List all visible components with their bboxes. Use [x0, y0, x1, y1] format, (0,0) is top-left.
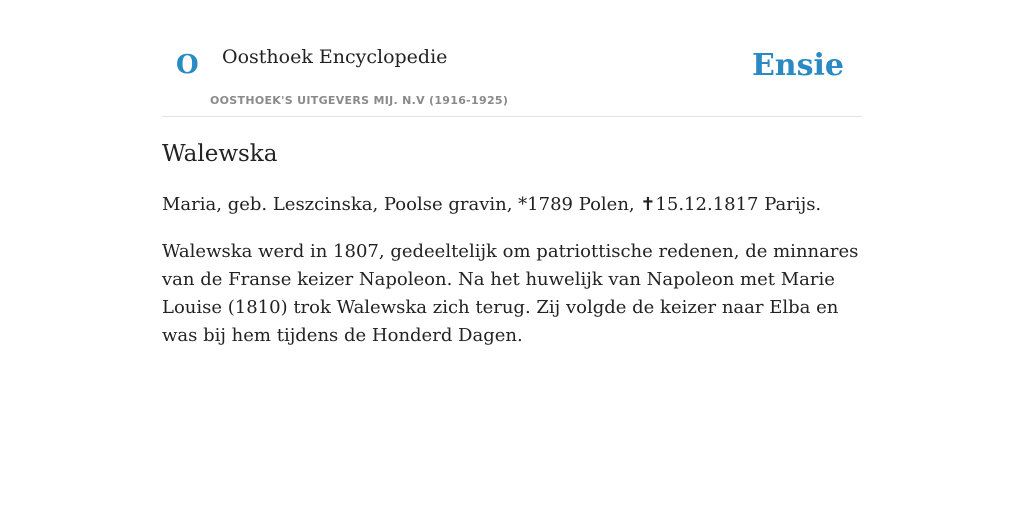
source-header: [162, 0, 862, 117]
article: [162, 138, 862, 350]
article-paragraph: Maria, geb. Leszcinska, Poolse gravin, *1789 Polen, ✝15.12.1817 Parijs.: [162, 194, 822, 215]
article-paragraph: Walewska werd in 1807, gedeeltelijk om patriottische redenen, de minnares van de Franse keizer Napoleon. Na het huwelijk van Napoleon met Marie Louise (1810) trok Walewska zich terug. Zij volgde de keizer naar Elba en was bij hem tijdens de Honderd Dagen.: [162, 241, 859, 346]
article-title: Walewska: [162, 141, 278, 167]
encyclopedia-title[interactable]: Oosthoek Encyclopedie: [222, 46, 448, 68]
ensie-logo[interactable]: Ensie: [751, 48, 844, 83]
source-logo[interactable]: O: [176, 50, 199, 80]
publisher-label: OOSTHOEK'S UITGEVERS MIJ. N.V (1916-1925): [210, 94, 509, 107]
